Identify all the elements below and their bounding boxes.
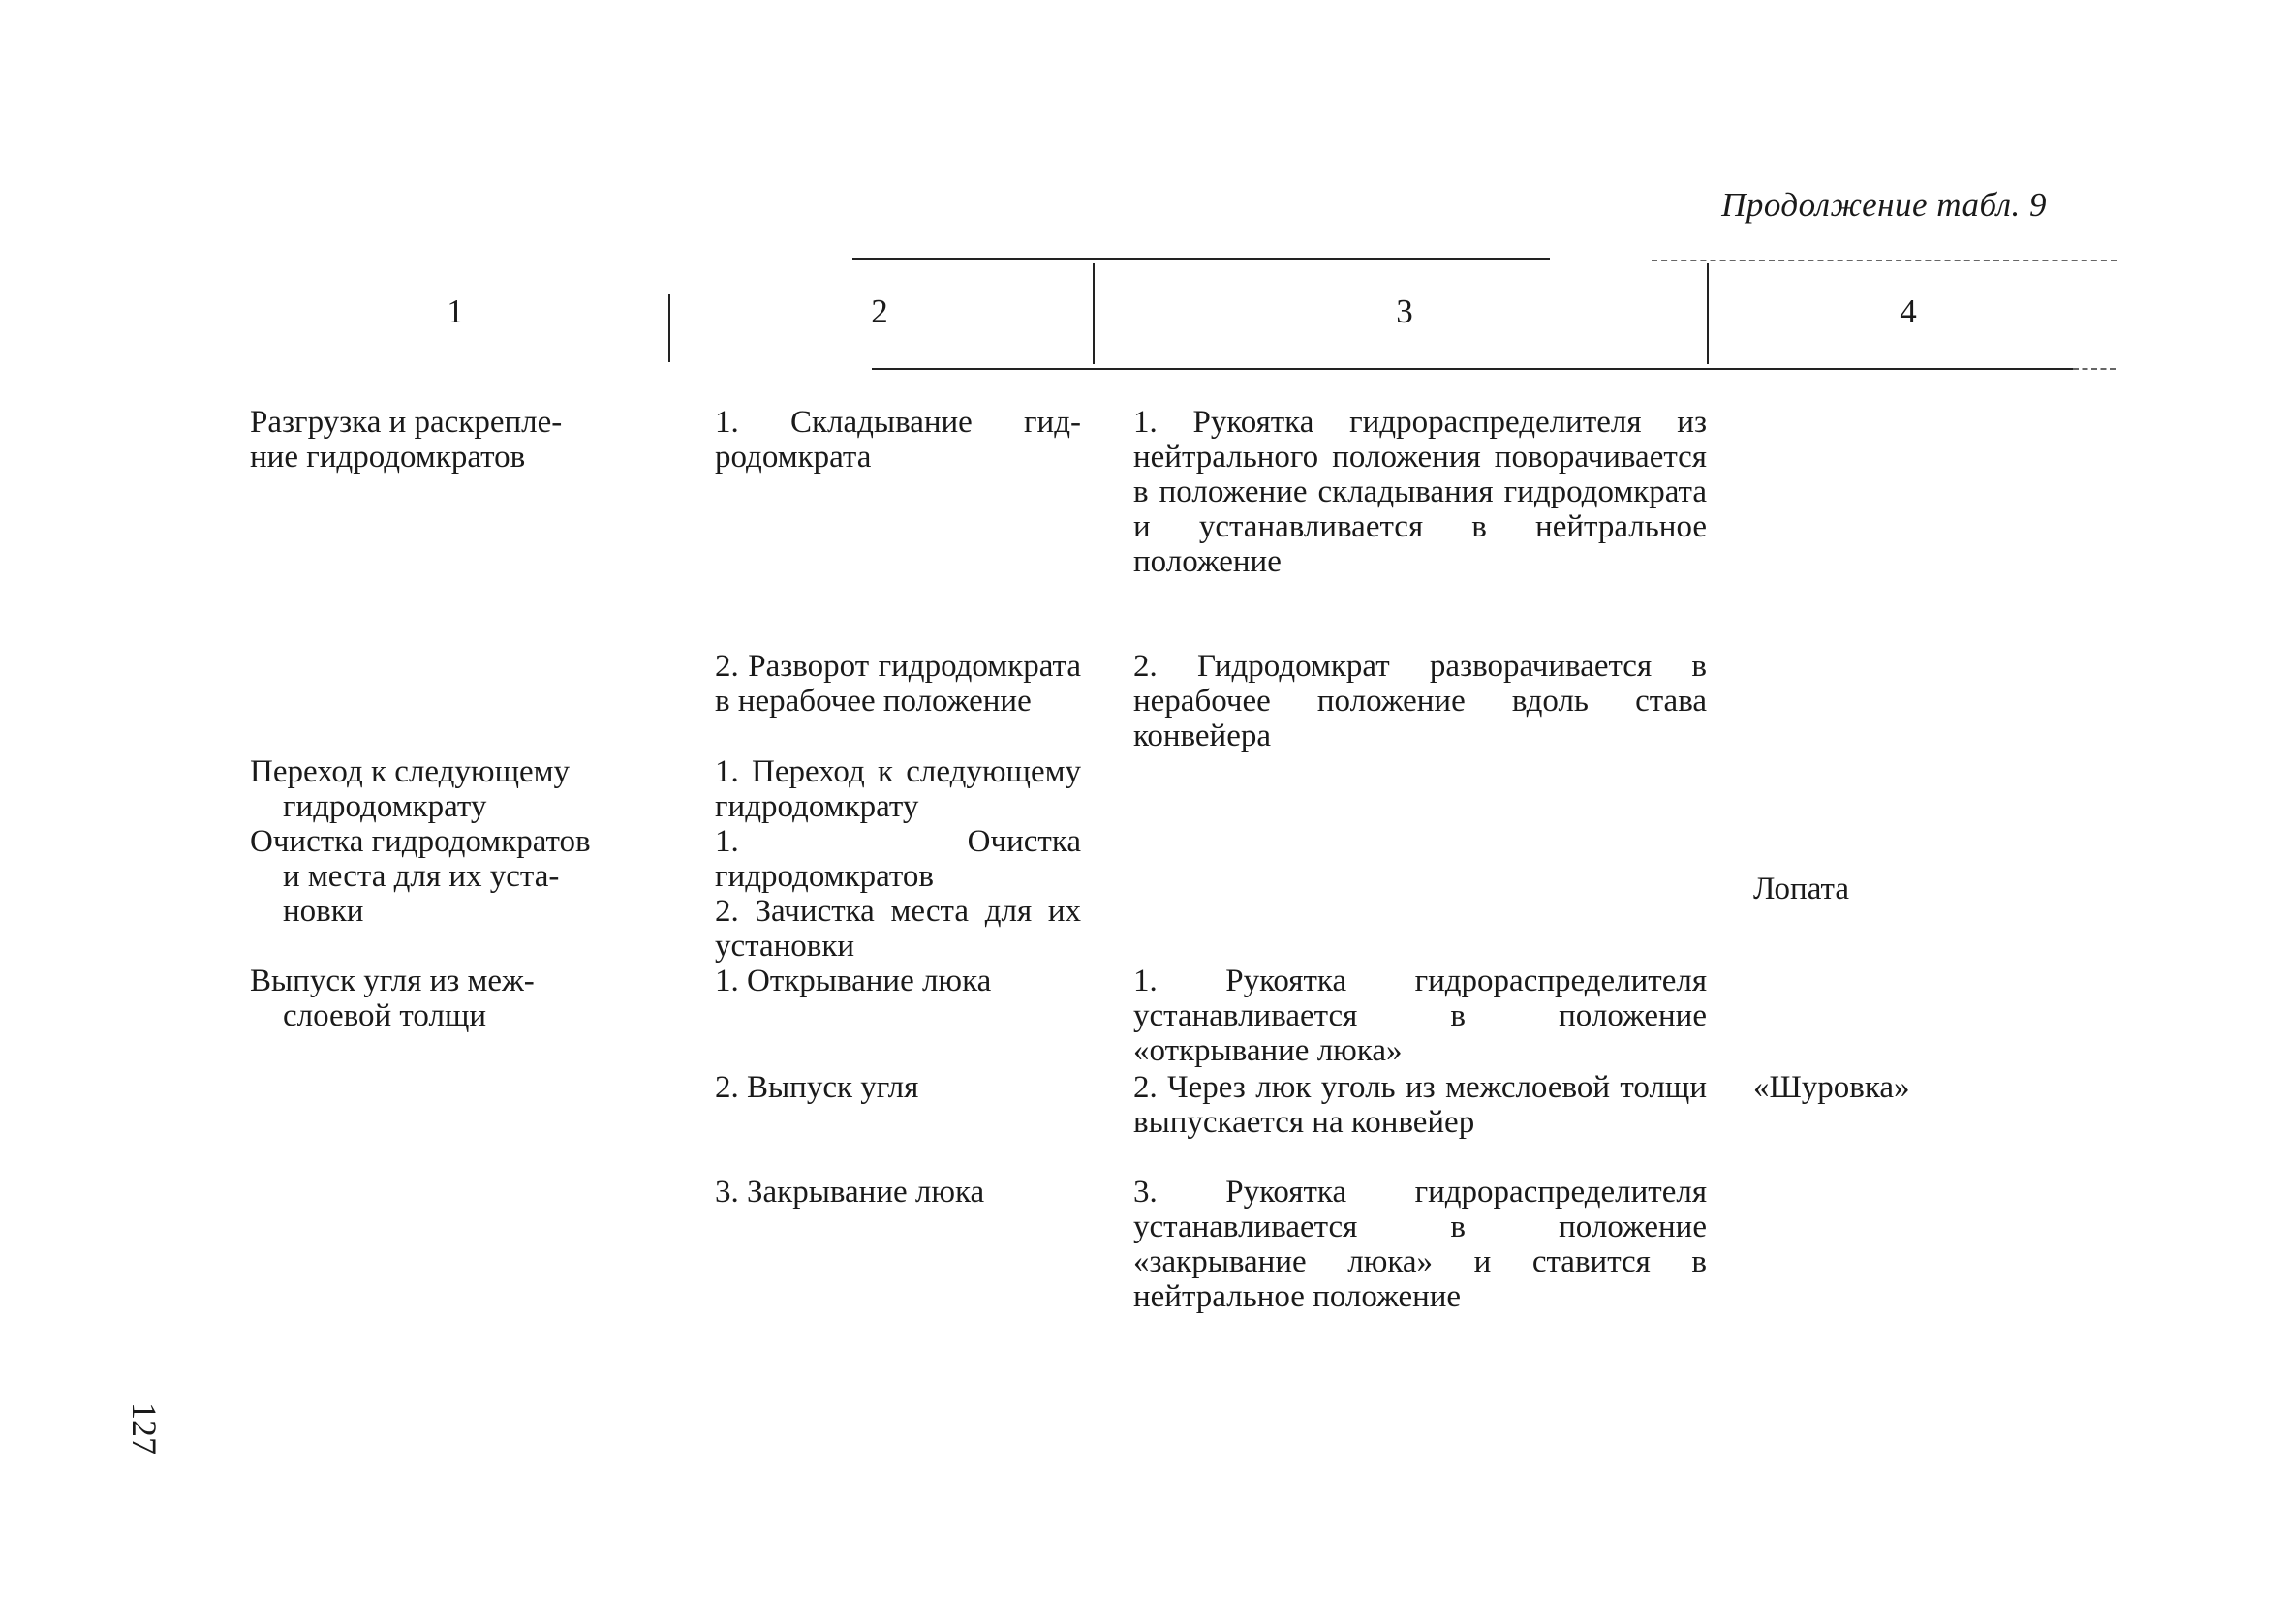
row4-operation-line1: Очистка гидродомкратов (250, 824, 591, 859)
column-header-1: 1 (447, 292, 464, 330)
table-caption: Продолжение табл. 9 (1721, 186, 2047, 224)
row4-operation-line3: новки (283, 894, 364, 929)
row7-tool: «Шуровка» (1753, 1070, 1910, 1105)
page-number: 127 (125, 1402, 164, 1455)
row5-step: 2. Зачистка места для их установки (715, 894, 1081, 964)
row6-operation (250, 964, 664, 1033)
row4-step: 1. Очистка гидродомкратов (715, 824, 1081, 894)
row7-step: 2. Выпуск угля (715, 1070, 919, 1105)
header-bottom-rule-right (2073, 368, 2116, 370)
row2-description: 2. Гидродомкрат разворачивается в нерабочее положение вдоль става конвейера (1133, 649, 1707, 753)
header-divider-1 (668, 294, 670, 362)
header-top-rule-right (1652, 260, 2117, 261)
row1-operation (250, 405, 664, 475)
row1-operation-line2: ние гидродомкратов (250, 440, 526, 475)
header-top-rule (852, 258, 1550, 260)
row8-step: 3. Закрывание люка (715, 1175, 985, 1210)
column-header-3: 3 (1396, 292, 1413, 330)
row6-operation-line1: Выпуск угля из меж- (250, 964, 535, 998)
row4-operation-line2: и места для их уста- (283, 859, 560, 894)
row4-operation (250, 824, 664, 929)
header-bottom-rule (872, 368, 2073, 370)
row3-operation-line1: Переход к следующему (250, 754, 571, 789)
row3-operation (250, 754, 664, 824)
row7-description: 2. Через люк уголь из межслоевой толщи выпускается на конвейер (1133, 1070, 1707, 1140)
row3-operation-line2: гидродомкрату (283, 789, 487, 824)
row1-operation-line1: Разгрузка и раскрепле- (250, 405, 563, 440)
row2-step: 2. Разворот гидродомкрата в нерабочее положение (715, 649, 1081, 719)
row4-tool: Лопата (1753, 872, 1849, 906)
header-divider-3 (1707, 263, 1709, 364)
row3-step: 1. Переход к следующему гидродомкрату (715, 754, 1081, 824)
header-divider-2 (1093, 263, 1095, 364)
column-header-4: 4 (1900, 292, 1917, 330)
column-header-2: 2 (871, 292, 888, 330)
row6-operation-line2: слоевой толщи (283, 998, 487, 1033)
row1-step: 1. Складывание гид-родомкрата (715, 405, 1081, 475)
row1-description: 1. Рукоятка гидрораспределителя из нейтрального положения поворачивается в положение складывания гидродомкрата и устанавливается в нейтральное положение (1133, 405, 1707, 579)
row6-description: 1. Рукоятка гидрораспределителя устанавливается в положение «открывание люка» (1133, 964, 1707, 1068)
row8-description: 3. Рукоятка гидрораспределителя устанавливается в положение «закрывание люка» и ставится в нейтральное положение (1133, 1175, 1707, 1314)
row6-step: 1. Открывание люка (715, 964, 992, 998)
